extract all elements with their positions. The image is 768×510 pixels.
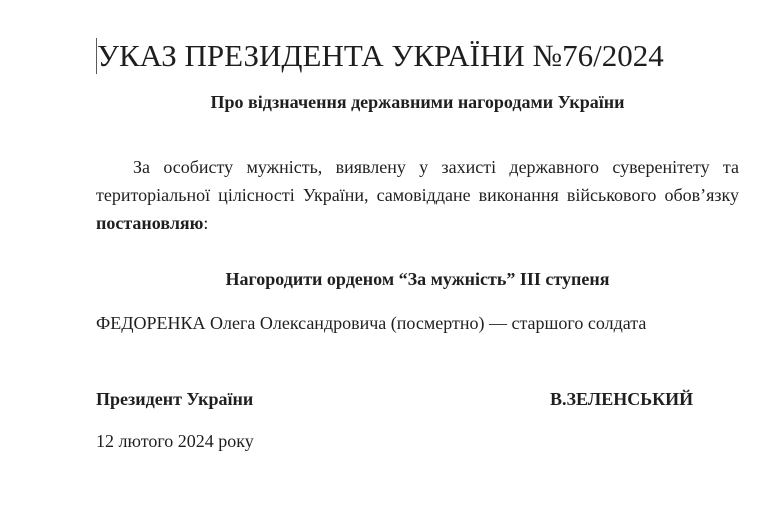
decree-body-paragraph <box>96 153 739 237</box>
award-line: Нагородити орденом “За мужність” ІІІ ступеня <box>225 269 610 289</box>
decree-title[interactable]: УКАЗ ПРЕЗИДЕНТА УКРАЇНИ №76/2024 <box>97 38 664 73</box>
decree-date: 12 лютого 2024 року <box>96 431 254 451</box>
body-text: За особисту мужність, виявлену у захисті державного суверенітету та територіальної цілісності України, самовіддане виконання військового обов’язку <box>96 157 739 205</box>
recipient-line: ФЕДОРЕНКА Олега Олександровича (посмертно) — старшого солдата <box>96 313 647 333</box>
body-emphasis: постановляю <box>96 213 204 233</box>
decree-subtitle: Про відзначення державними нагородами України <box>210 92 625 112</box>
signature-name: В.ЗЕЛЕНСЬКИЙ <box>550 389 694 409</box>
signature-role: Президент України <box>96 389 254 409</box>
body-end: : <box>203 213 209 233</box>
